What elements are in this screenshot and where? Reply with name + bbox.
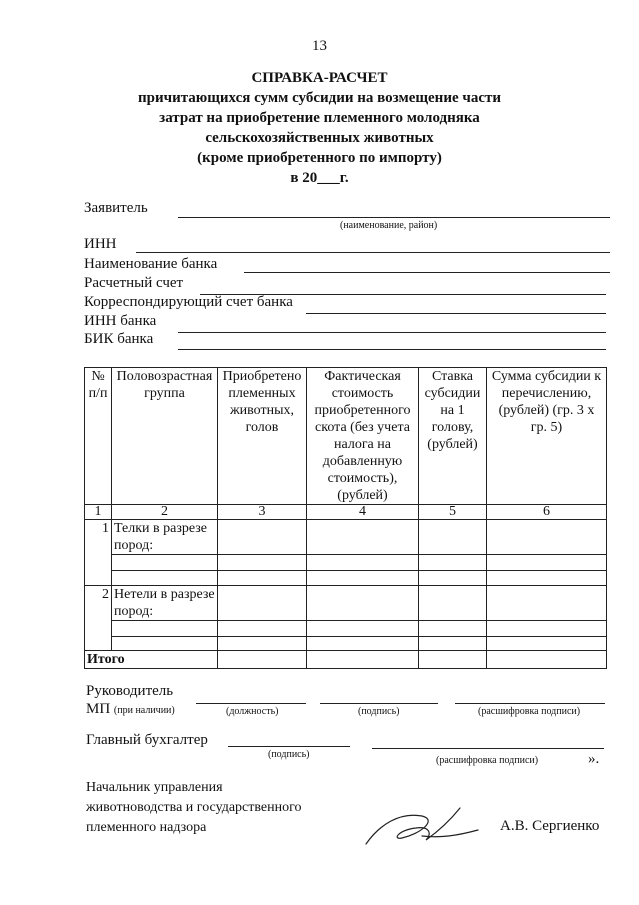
row-1-breed-cell[interactable] <box>112 555 218 571</box>
col-num-3: 3 <box>218 505 307 520</box>
handwritten-signature <box>360 794 490 854</box>
applicant-line[interactable] <box>178 217 610 218</box>
accountant-signature-line[interactable] <box>228 746 350 747</box>
accountant-signature-hint: (подпись) <box>268 749 310 760</box>
row-1-num-cont <box>85 555 112 571</box>
header-num: № п/п <box>85 368 112 505</box>
head-signature-line[interactable] <box>320 703 438 704</box>
header-subsidy-sum: Сумма субсидии к перечислению, (рублей) (гр. 3 x гр. 5) <box>487 368 607 505</box>
row-1-cost-cell[interactable] <box>307 520 419 555</box>
row-1-breed-rate[interactable] <box>419 555 487 571</box>
bank-inn-line[interactable] <box>178 332 606 333</box>
corr-account-line[interactable] <box>306 313 606 314</box>
official-name: А.В. Сергиенко <box>500 818 600 834</box>
document-title <box>0 68 639 188</box>
title-line-6: в 20___г. <box>290 170 349 186</box>
row-2-breed-purchased[interactable] <box>218 620 307 636</box>
row-1-breed-rate-2[interactable] <box>419 571 487 586</box>
official-line-2: животноводства и государственного <box>86 800 302 815</box>
row-1-breed-cell-2[interactable] <box>112 571 218 586</box>
header-purchased: Приобретено племенных животных, голов <box>218 368 307 505</box>
row-1-breed-purchased-2[interactable] <box>218 571 307 586</box>
head-decode-line[interactable] <box>455 703 605 704</box>
total-rate[interactable] <box>419 651 487 669</box>
head-decode-hint: (расшифровка подписи) <box>478 706 581 717</box>
bank-inn-label: ИНН банка <box>84 313 157 329</box>
row-1-breed-cost-2[interactable] <box>307 571 419 586</box>
row-2-num-end <box>85 636 112 651</box>
row-1-rate-cell[interactable] <box>419 520 487 555</box>
head-position-line[interactable] <box>196 703 306 704</box>
table-row <box>85 620 607 636</box>
header-cost: Фактическая стоимость приобретенного скота (без учета налога на добавленную стоимость), (рублей) <box>307 368 419 505</box>
row-2-breed-sum[interactable] <box>487 620 607 636</box>
row-1-num: 1 <box>85 520 112 555</box>
table-header-row <box>85 368 607 505</box>
table-row <box>85 636 607 651</box>
row-1-breed-sum-2[interactable] <box>487 571 607 586</box>
mp-label: МП <box>86 701 111 717</box>
title-line-4: сельскохозяйственных животных <box>205 130 434 146</box>
head-signature-hint: (подпись) <box>358 706 400 717</box>
mp-block <box>86 701 175 718</box>
mp-note: (при наличии) <box>113 705 175 716</box>
header-group: Половозрастная группа <box>112 368 218 505</box>
title-line-3: затрат на приобретение племенного молодняка <box>159 110 480 126</box>
chief-accountant-label: Главный бухгалтер <box>86 732 208 748</box>
col-num-2: 2 <box>112 505 218 520</box>
row-1-num-end <box>85 571 112 586</box>
table-row <box>85 571 607 586</box>
official-line-1: Начальник управления <box>86 780 223 795</box>
col-num-1: 1 <box>85 505 112 520</box>
bik-line[interactable] <box>178 349 606 350</box>
table-row <box>85 585 607 620</box>
row-1-sum-cell[interactable] <box>487 520 607 555</box>
row-2-rate-cell[interactable] <box>419 585 487 620</box>
accountant-decode-hint: (расшифровка подписи) <box>436 755 539 766</box>
inn-line[interactable] <box>136 252 610 253</box>
page-number: 13 <box>312 38 327 54</box>
row-2-num: 2 <box>85 585 112 620</box>
corr-account-label: Корреспондирующий счет банка <box>84 294 293 310</box>
row-2-breed-purchased-2[interactable] <box>218 636 307 651</box>
official-line-3: племенного надзора <box>86 820 207 835</box>
col-num-4: 4 <box>307 505 419 520</box>
bank-name-label: Наименование банка <box>84 256 218 272</box>
total-purchased[interactable] <box>218 651 307 669</box>
table-row <box>85 520 607 555</box>
row-2-group: Нетели в разрезе пород: <box>112 585 218 620</box>
col-num-5: 5 <box>419 505 487 520</box>
total-cost[interactable] <box>307 651 419 669</box>
row-1-breed-sum[interactable] <box>487 555 607 571</box>
col-num-6: 6 <box>487 505 607 520</box>
row-2-sum-cell[interactable] <box>487 585 607 620</box>
row-2-breed-rate-2[interactable] <box>419 636 487 651</box>
position-hint: (должность) <box>226 706 279 717</box>
applicant-label: Заявитель <box>84 200 148 216</box>
official-title <box>86 778 301 838</box>
closing-quote: ». <box>588 751 600 767</box>
title-line-5: (кроме приобретенного по импорту) <box>197 150 442 166</box>
accountant-decode-line[interactable] <box>372 748 604 749</box>
row-1-breed-cost[interactable] <box>307 555 419 571</box>
row-1-breed-purchased[interactable] <box>218 555 307 571</box>
table-row <box>85 555 607 571</box>
bik-label: БИК банка <box>84 331 154 347</box>
row-2-cost-cell[interactable] <box>307 585 419 620</box>
account-label: Расчетный счет <box>84 275 184 291</box>
row-2-breed-cell-2[interactable] <box>112 636 218 651</box>
total-row <box>85 651 607 669</box>
bank-name-line[interactable] <box>244 272 610 273</box>
subsidy-table <box>84 367 607 669</box>
column-numbers-row <box>85 505 607 520</box>
title-line-1: СПРАВКА-РАСЧЕТ <box>251 70 388 86</box>
total-label: Итого <box>85 651 218 669</box>
head-label: Руководитель <box>86 683 174 699</box>
applicant-hint: (наименование, район) <box>340 220 438 231</box>
row-2-breed-cost[interactable] <box>307 620 419 636</box>
row-2-breed-rate[interactable] <box>419 620 487 636</box>
row-1-group: Телки в разрезе пород: <box>112 520 218 555</box>
row-2-breed-cell[interactable] <box>112 620 218 636</box>
row-2-purchased-cell[interactable] <box>218 585 307 620</box>
row-2-num-cont <box>85 620 112 636</box>
row-2-breed-cost-2[interactable] <box>307 636 419 651</box>
inn-label: ИНН <box>84 236 117 252</box>
row-2-breed-sum-2[interactable] <box>487 636 607 651</box>
header-rate: Ставка субсидии на 1 голову, (рублей) <box>419 368 487 505</box>
row-1-purchased-cell[interactable] <box>218 520 307 555</box>
title-line-2: причитающихся сумм субсидии на возмещение части <box>138 90 501 106</box>
total-sum[interactable] <box>487 651 607 669</box>
